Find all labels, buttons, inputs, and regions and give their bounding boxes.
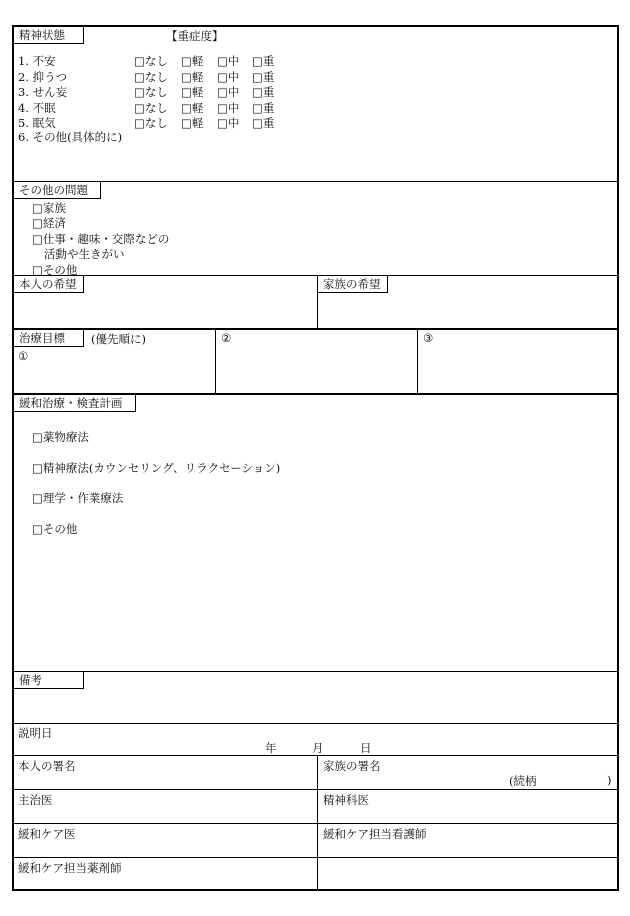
mental-status-item-label: 4. 不眠 bbox=[18, 100, 56, 115]
plan-tab: 緩和治療・検査計画 bbox=[14, 395, 136, 412]
sig-divider-2 bbox=[317, 790, 318, 823]
sig-divider-4 bbox=[317, 858, 318, 889]
relation-label: (続柄 bbox=[509, 774, 537, 788]
severity-option-checkbox[interactable]: □重 bbox=[252, 85, 275, 99]
signature-row-3 bbox=[14, 823, 617, 857]
severity-option-checkbox[interactable]: □中 bbox=[217, 116, 240, 130]
date-day-label: 日 bbox=[360, 741, 372, 755]
plan-other-checkbox[interactable]: □その他 bbox=[32, 522, 78, 536]
family-signature-label: 家族の署名 bbox=[323, 759, 381, 773]
severity-option-checkbox[interactable]: □なし bbox=[134, 54, 168, 68]
severity-option-checkbox[interactable]: □軽 bbox=[181, 85, 204, 99]
signature-row-1 bbox=[14, 755, 617, 789]
palliative-doctor-label: 緩和ケア医 bbox=[18, 827, 76, 841]
remarks-tab: 備考 bbox=[14, 672, 84, 689]
palliative-care-form bbox=[12, 25, 619, 891]
family-wish-tab: 家族の希望 bbox=[318, 276, 388, 293]
problem-work-checkbox[interactable]: □仕事・趣味・交際などの bbox=[32, 232, 170, 246]
problem-work-continuation: 活動や生きがい bbox=[44, 247, 125, 261]
explanation-date-section bbox=[14, 723, 617, 755]
goal-3-label: ③ bbox=[423, 331, 434, 345]
severity-header: 【重症度】 bbox=[166, 29, 224, 43]
plan-drug-therapy-checkbox[interactable]: □薬物療法 bbox=[32, 430, 89, 444]
goal-2-label: ② bbox=[221, 331, 232, 345]
patient-signature-label: 本人の署名 bbox=[18, 759, 76, 773]
plan-rehab-checkbox[interactable]: □理学・作業療法 bbox=[32, 491, 124, 505]
severity-option-checkbox[interactable]: □中 bbox=[217, 54, 240, 68]
mental-status-tab: 精神状態 bbox=[14, 27, 84, 44]
problem-other-checkbox[interactable]: □その他 bbox=[32, 263, 78, 277]
physician-label: 主治医 bbox=[18, 793, 53, 807]
mental-status-item-label: 3. せん妄 bbox=[18, 85, 68, 99]
date-month-label: 月 bbox=[312, 741, 324, 755]
severity-option-checkbox[interactable]: □軽 bbox=[181, 100, 204, 115]
severity-option-checkbox[interactable]: □なし bbox=[134, 116, 168, 130]
mental-status-section bbox=[14, 27, 617, 181]
severity-option-checkbox[interactable]: □軽 bbox=[181, 69, 204, 84]
severity-option-checkbox[interactable]: □なし bbox=[134, 85, 168, 99]
remarks-section bbox=[14, 671, 617, 723]
goals-priority-note: (優先順に) bbox=[91, 332, 146, 346]
other-problems-tab: その他の問題 bbox=[14, 182, 101, 199]
patient-wish-tab: 本人の希望 bbox=[14, 276, 84, 293]
severity-option-checkbox[interactable]: □中 bbox=[217, 100, 240, 115]
palliative-pharmacist-label: 緩和ケア担当薬剤師 bbox=[18, 861, 122, 875]
severity-option-checkbox[interactable]: □中 bbox=[217, 85, 240, 99]
treatment-goals-tab: 治療目標 bbox=[14, 330, 84, 347]
relation-close: ) bbox=[607, 773, 612, 787]
severity-option-checkbox[interactable]: □重 bbox=[252, 100, 275, 115]
mental-status-item-label: 1. 不安 bbox=[18, 54, 56, 68]
explanation-date-label: 説明日 bbox=[18, 726, 53, 740]
severity-option-checkbox[interactable]: □軽 bbox=[181, 54, 204, 68]
mental-status-item-label: 2. 抑うつ bbox=[18, 69, 68, 84]
signature-row-2 bbox=[14, 789, 617, 823]
signature-row-4 bbox=[14, 857, 617, 889]
plan-psychotherapy-checkbox[interactable]: □精神療法(カウンセリング、リラクセーション) bbox=[32, 461, 281, 475]
wishes-section bbox=[14, 275, 617, 328]
problem-family-checkbox[interactable]: □家族 bbox=[32, 201, 66, 215]
date-year-label: 年 bbox=[265, 741, 277, 755]
other-problems-section bbox=[14, 181, 617, 275]
sig-divider-1 bbox=[317, 756, 318, 789]
mental-status-other: 6. その他(具体的に) bbox=[18, 130, 123, 144]
palliative-nurse-label: 緩和ケア担当看護師 bbox=[323, 827, 427, 841]
severity-option-checkbox[interactable]: □なし bbox=[134, 69, 168, 84]
treatment-goals-section bbox=[14, 328, 617, 393]
mental-status-item-label: 5. 眠気 bbox=[18, 116, 56, 130]
severity-option-checkbox[interactable]: □重 bbox=[252, 69, 275, 84]
psychiatrist-label: 精神科医 bbox=[323, 793, 369, 807]
problem-economy-checkbox[interactable]: □経済 bbox=[32, 216, 66, 230]
goals-divider-2 bbox=[417, 330, 418, 393]
severity-option-checkbox[interactable]: □中 bbox=[217, 69, 240, 84]
severity-option-checkbox[interactable]: □重 bbox=[252, 116, 275, 130]
plan-section bbox=[14, 393, 617, 671]
severity-option-checkbox[interactable]: □なし bbox=[134, 100, 168, 115]
sig-divider-3 bbox=[317, 824, 318, 857]
severity-option-checkbox[interactable]: □軽 bbox=[181, 116, 204, 130]
severity-option-checkbox[interactable]: □重 bbox=[252, 54, 275, 68]
goal-1-label: ① bbox=[18, 349, 29, 363]
goals-divider-1 bbox=[215, 330, 216, 393]
